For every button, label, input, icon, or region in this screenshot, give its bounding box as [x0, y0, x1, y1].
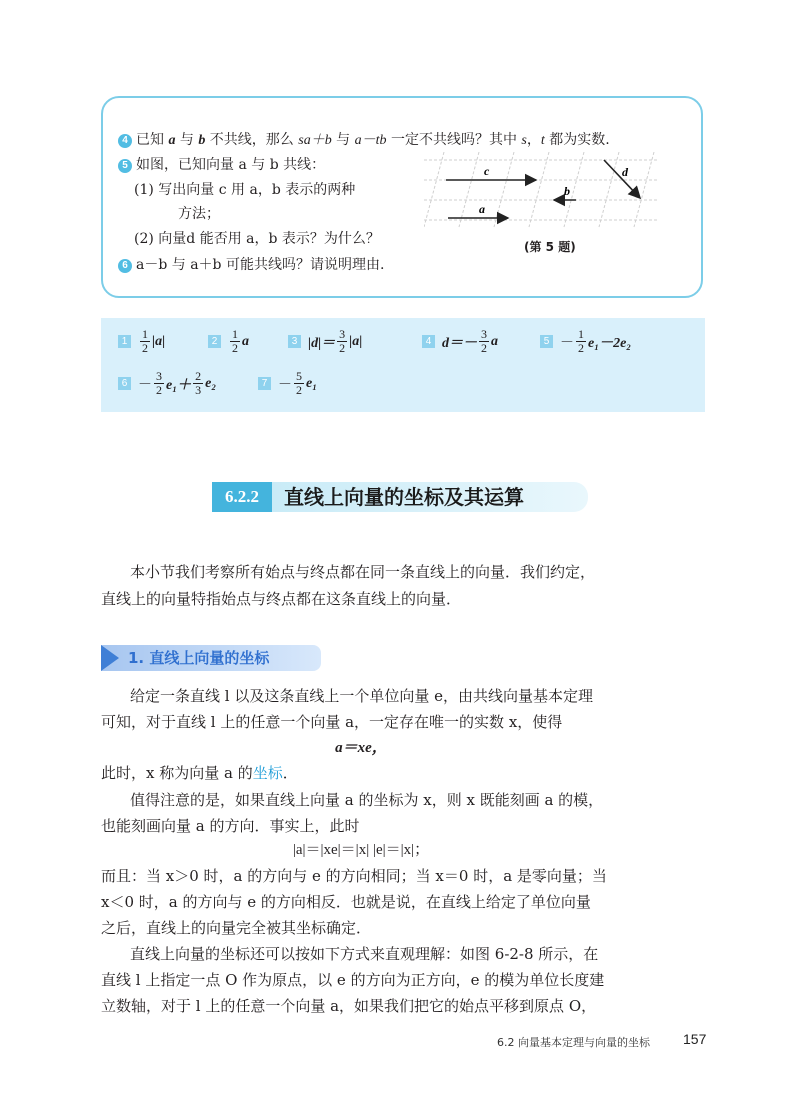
answer-number: 7: [258, 377, 271, 390]
body-line-8: 之后，直线上的向量完全被其坐标确定．: [101, 919, 372, 937]
fraction: $\frac{3}{2}$: [156, 369, 162, 397]
fraction: $\frac{1}{2}$: [142, 327, 148, 355]
exercise-5-line3: 方法；: [178, 206, 220, 222]
exercise-4: 4 已知 a 与 b 不共线，那么 sa＋b 与 a－tb 一定不共线吗？其中 s，t 都为实数.: [118, 130, 610, 151]
formula-1: a＝xe，: [335, 740, 387, 756]
fraction: $\frac{3}{2}$: [339, 327, 346, 355]
vector-b-label: b: [564, 184, 570, 198]
answer-number: 4: [422, 335, 435, 348]
figure-caption: (第 5 题): [524, 240, 576, 254]
section-number: 6.2.2: [212, 482, 272, 512]
answer-2: 2 $\frac{1}{2}$ a: [208, 328, 249, 355]
fraction: $\frac{3}{2}$: [481, 327, 487, 355]
fraction: $\frac{2}{3}$: [195, 369, 202, 397]
subsection-title: 1. 直线上向量的坐标: [128, 649, 270, 667]
formula-2: |a|＝|xe|＝|x| |e|＝|x|；: [292, 842, 430, 858]
body-line-6: 而且：当 x＞0 时，a 的方向与 e 的方向相同；当 x＝0 时，a 是零向量；当: [101, 867, 607, 885]
page-number: 157: [683, 1031, 707, 1047]
answer-number: 2: [208, 335, 221, 348]
answer-6: 6 － $\frac{3}{2}$ e₁＋ $\frac{2}{3}$ e₂: [118, 370, 216, 397]
grid-lines: [424, 152, 659, 227]
answer-1: 1 $\frac{1}{2}$ |a|: [118, 328, 165, 355]
answer-4: 4 d＝－ $\frac{3}{2}$ a: [422, 328, 498, 355]
body-line-7: x＜0 时，a 的方向与 e 的方向相反．也就是说，在直线上给定了单位向量: [101, 893, 591, 911]
answer-7: 7 － $\frac{5}{2}$ e₁: [258, 370, 317, 397]
body-line-10: 直线 l 上指定一点 O 作为原点，以 e 的方向为正方向，e 的模为单位长度建: [101, 971, 605, 989]
running-footer: 6.2 向量基本定理与向量的坐标: [497, 1036, 650, 1049]
exercise-5-line1: 5 如图，已知向量 a 与 b 共线：: [118, 155, 325, 175]
intro-line-2: 直线上的向量特指始点与终点都在这条直线上的向量．: [101, 590, 462, 608]
section-title: 直线上向量的坐标及其运算: [284, 485, 524, 509]
fraction: $\frac{1}{2}$: [232, 327, 238, 355]
answer-3: 3 |d|＝ $\frac{3}{2}$ |a|: [288, 328, 362, 355]
subsection-arrow-icon: [101, 645, 119, 671]
body-line-9: 直线上向量的坐标还可以按如下方式来直观理解：如图 6-2-8 所示，在: [130, 945, 599, 963]
body-line-3: 此时，x 称为向量 a 的坐标．: [101, 764, 298, 782]
exercise-number-6: 6: [118, 259, 132, 273]
body-line-4: 值得注意的是，如果直线上向量 a 的坐标为 x，则 x 既能刻画 a 的模，: [130, 791, 604, 809]
answer-5: 5 － $\frac{1}{2}$ e₁－2e₂: [540, 328, 631, 355]
intro-line-1: 本小节我们考察所有始点与终点都在同一条直线上的向量．我们约定，: [130, 563, 596, 581]
answer-number: 6: [118, 377, 131, 390]
fraction: $\frac{5}{2}$: [296, 369, 302, 397]
exercise-number-4: 4: [118, 134, 132, 148]
vector-a-label: a: [479, 202, 485, 216]
exercise-number-5: 5: [118, 159, 132, 173]
exercise-5-line2: (1) 写出向量 c 用 a，b 表示的两种: [134, 182, 356, 198]
vector-c-label: c: [484, 164, 490, 178]
body-line-2: 可知，对于直线 l 上的任意一个向量 a，一定存在唯一的实数 x，使得: [101, 713, 563, 731]
answer-number: 1: [118, 335, 131, 348]
body-line-5: 也能刻画向量 a 的方向．事实上，此时: [101, 817, 360, 835]
answer-number: 3: [288, 335, 301, 348]
body-line-11: 立数轴，对于 l 上的任意一个向量 a，如果我们把它的始点平移到原点 O，: [101, 997, 597, 1015]
body-line-1: 给定一条直线 l 以及这条直线上一个单位向量 e，由共线向量基本定理: [130, 687, 593, 705]
exercise-6: 6 a－b 与 a＋b 可能共线吗？请说明理由.: [118, 255, 384, 275]
vector-d-label: d: [622, 165, 628, 179]
exercise-5-line4: (2) 向量d 能否用 a，b 表示？为什么？: [134, 231, 380, 247]
fraction: $\frac{1}{2}$: [578, 327, 584, 355]
exercise-5-figure: [424, 152, 664, 230]
answer-number: 5: [540, 335, 553, 348]
keyword-coordinate: 坐标: [252, 764, 283, 782]
